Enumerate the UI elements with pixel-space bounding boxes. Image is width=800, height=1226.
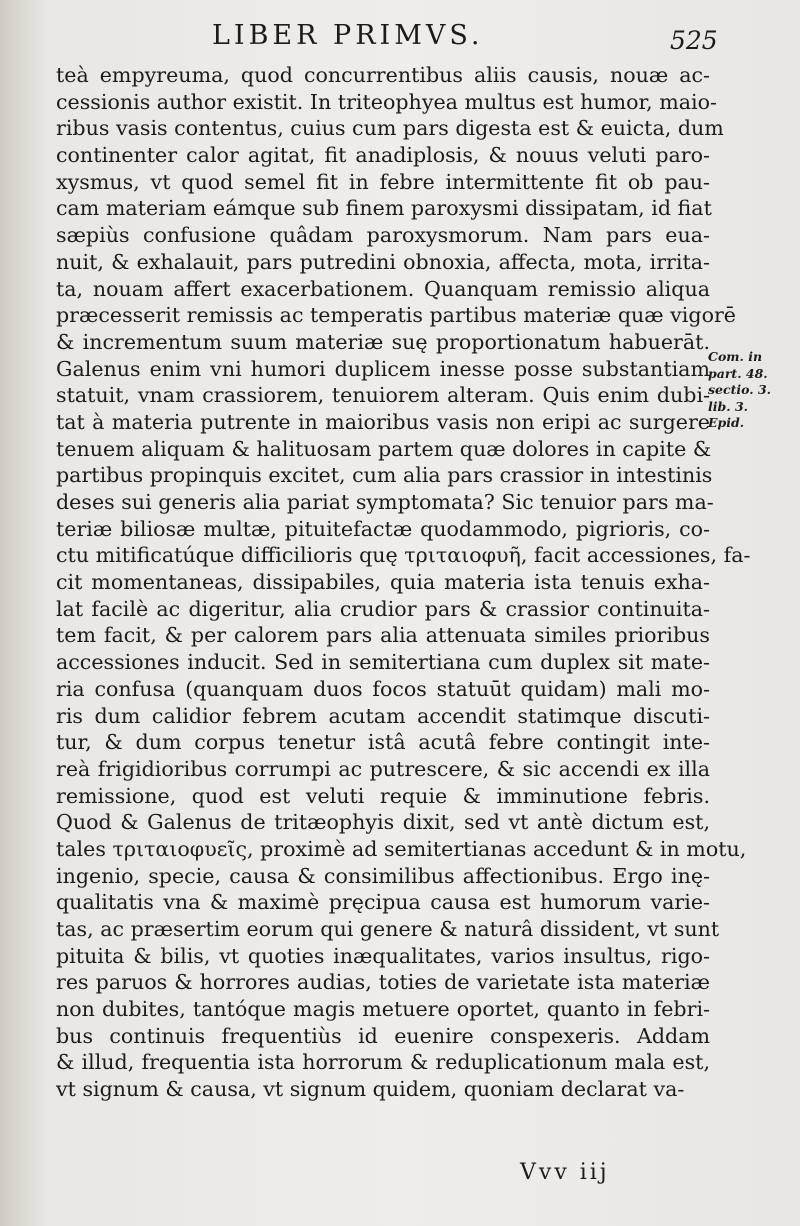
text-line: ingenio, specie, causa & consimilibus affectionibus. Ergo inę-: [56, 863, 710, 888]
text-line: qualitatis vna & maximè pręcipua causa est humorum varie-: [56, 890, 710, 915]
text-line: statuit, vnam crassiorem, tenuiorem alteram. Quis enim dubi-: [56, 383, 710, 408]
text-line: accessiones inducit. Sed in semitertiana cum duplex sit mate-: [56, 650, 710, 675]
text-line: cit momentaneas, dissipabiles, quia materia ista tenuis exha-: [56, 570, 710, 595]
page-number: 525: [670, 26, 718, 55]
text-line: vt signum & causa, vt signum quidem, quoniam declarat va-: [56, 1077, 685, 1102]
text-line: tales τριταιοφυεῖς, proximè ad semitertianas accedunt & in motu,: [56, 836, 747, 861]
text-line: sæpiùs confusione quâdam paroxysmorum. Nam pars eua-: [56, 223, 710, 248]
text-line: ctu mitificatúque difficilioris quę τριταιοφυῆ, facit accessiones, fa-: [56, 543, 751, 568]
text-line: bus continuis frequentiùs id euenire conspexeris. Addam: [56, 1023, 710, 1048]
text-line: ta, nouam affert exacerbationem. Quanquam remissio aliqua: [56, 276, 710, 301]
text-line: tas, ac præsertim eorum qui genere & naturâ dissident, vt sunt: [56, 917, 720, 941]
text-line: teà empyreuma, quod concurrentibus aliis causis, nouæ ac-: [56, 63, 710, 87]
text-line: & incrementum suum materiæ suę proportionatum habuerāt.: [56, 329, 710, 354]
text-line: xysmus, vt quod semel fit in febre intermittente fit ob pau-: [56, 169, 710, 194]
text-line: & illud, frequentia ista horrorum & reduplicationum mala est,: [56, 1050, 710, 1075]
marginal-note-line: sectio. 3.: [708, 382, 771, 397]
text-line: lat facilè ac digeritur, alia crudior pars & crassior continuita-: [56, 596, 710, 621]
text-line: tem facit, & per calorem pars alia attenuata similes prioribus: [56, 623, 710, 648]
text-line: tenuem aliquam & halituosam partem quæ dolores in capite &: [56, 436, 712, 461]
text-line: ria confusa (quanquam duos focos statuūt quidam) mali mo-: [56, 676, 710, 701]
text-line: cam materiam eámque sub finem paroxysmi dissipatam, id fiat: [56, 196, 712, 221]
text-line: remissione, quod est veluti requie & imminutione febris.: [56, 783, 710, 808]
text-line: nuit, & exhalauit, pars putredini obnoxia, affecta, mota, irrita-: [56, 249, 710, 274]
text-line: tur, & dum corpus tenetur istâ acutâ febre contingit inte-: [56, 730, 710, 755]
marginal-note-line: Epid.: [708, 415, 745, 430]
text-line: continenter calor agitat, fit anadiplosis, & nouus veluti paro-: [56, 143, 710, 168]
marginal-note-line: part. 48.: [708, 365, 768, 381]
text-line: Galenus enim vni humori duplicem inesse posse substantiam: [56, 356, 710, 381]
marginal-note-line: lib. 3.: [708, 398, 748, 414]
text-line: cessionis author existit. In triteophyea multus est humor, maio-: [56, 89, 717, 114]
text-line: res paruos & horrores audias, toties de varietate ista materiæ: [56, 970, 710, 995]
marginal-note-line: Com. in: [708, 349, 763, 364]
text-line: tat à materia putrente in maioribus vasis non eripi ac surgere: [56, 409, 710, 434]
text-line: non dubites, tantóque magis metuere oportet, quanto in febri-: [56, 997, 710, 1022]
text-line: teriæ biliosæ multæ, pituitefactæ quodammodo, pigrioris, co-: [56, 516, 710, 541]
text-line: ris dum calidior febrem acutam accendit statimque discuti-: [56, 703, 710, 728]
text-line: ribus vasis contentus, cuius cum pars digesta est & euicta, dum: [56, 116, 724, 141]
running-title: LIBER PRIMVS.: [212, 20, 484, 51]
text-line: præcesserit remissis ac temperatis partibus materiæ quæ vigorē: [56, 303, 736, 328]
signature-mark: Vvv iij: [520, 1160, 610, 1185]
text-line: deses sui generis alia pariat symptomata? Sic tenuior pars ma-: [56, 490, 714, 514]
text-line: partibus propinquis excitet, cum alia pars crassior in intestinis: [56, 463, 713, 488]
text-line: reà frigidioribus corrumpi ac putrescere, & sic accendi ex illa: [56, 756, 710, 781]
text-line: pituita & bilis, vt quoties inæqualitates, varios insultus, rigo-: [56, 943, 710, 968]
marginal-note: [708, 349, 798, 432]
text-line: Quod & Galenus de tritæophyis dixit, sed vt antè dictum est,: [56, 810, 710, 835]
